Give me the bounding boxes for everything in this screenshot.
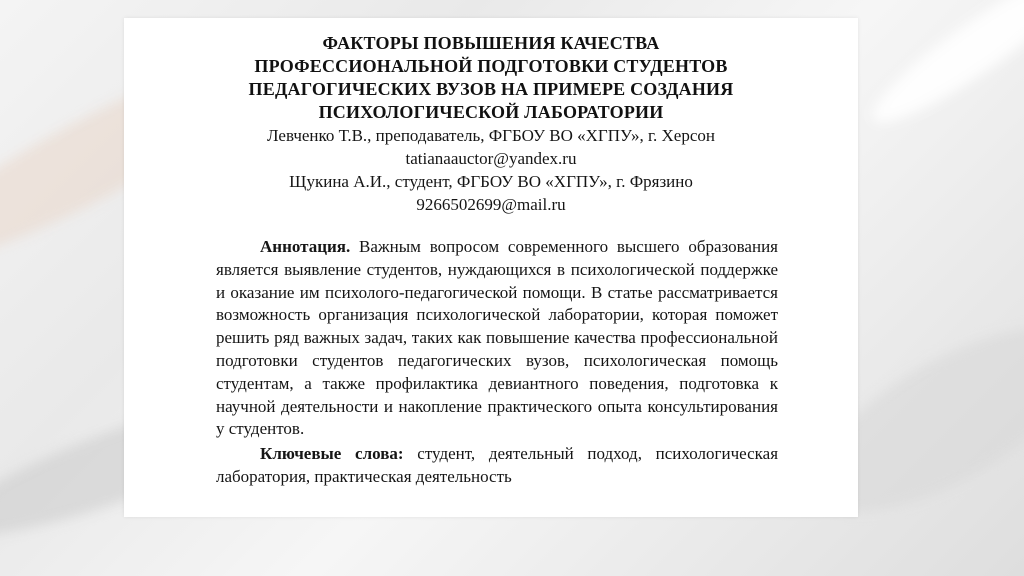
keywords-label: Ключевые слова: <box>260 444 404 464</box>
author-affiliation: Щукина А.И., студент, ФГБОУ ВО «ХГПУ», г. Фрязино <box>289 172 693 191</box>
title-line: ФАКТОРЫ ПОВЫШЕНИЯ КАЧЕСТВА <box>322 33 660 53</box>
paper-page <box>124 18 858 517</box>
author-block <box>124 124 858 216</box>
abstract-text: Важным вопросом современного высшего образования является выявление студентов, нуждающихся в психологической поддержке и оказание им психолого-педагогической помощи. В статье рассматривается возможность организация психологической лаборатории, которая поможет решить ряд важных задач, таких как повышение качества профессиональной подготовки студентов педагогических вузов, психологическая помощь студентам, а также профилактика девиантного поведения, подготовка к научной деятельности и накопление практического опыта консультирования у студентов. <box>216 237 778 439</box>
author-email: 9266502699@mail.ru <box>416 195 566 214</box>
paper-title <box>124 32 858 124</box>
author-email: tatianaauctor@yandex.ru <box>405 149 577 168</box>
keywords-paragraph <box>216 443 778 489</box>
background-light-streak <box>859 0 1024 140</box>
abstract-paragraph <box>216 236 778 441</box>
title-line: ПРОФЕССИОНАЛЬНОЙ ПОДГОТОВКИ СТУДЕНТОВ <box>254 56 728 76</box>
title-line: ПСИХОЛОГИЧЕСКОЙ ЛАБОРАТОРИИ <box>318 102 664 122</box>
abstract-label: Аннотация. <box>260 237 351 256</box>
title-line: ПЕДАГОГИЧЕСКИХ ВУЗОВ НА ПРИМЕРЕ СОЗДАНИЯ <box>248 79 734 99</box>
author-affiliation: Левченко Т.В., преподаватель, ФГБОУ ВО «ХГПУ», г. Херсон <box>266 126 715 145</box>
keywords-text: студент, деятельный подход, психологическая лаборатория, практическая деятельность <box>216 444 779 486</box>
